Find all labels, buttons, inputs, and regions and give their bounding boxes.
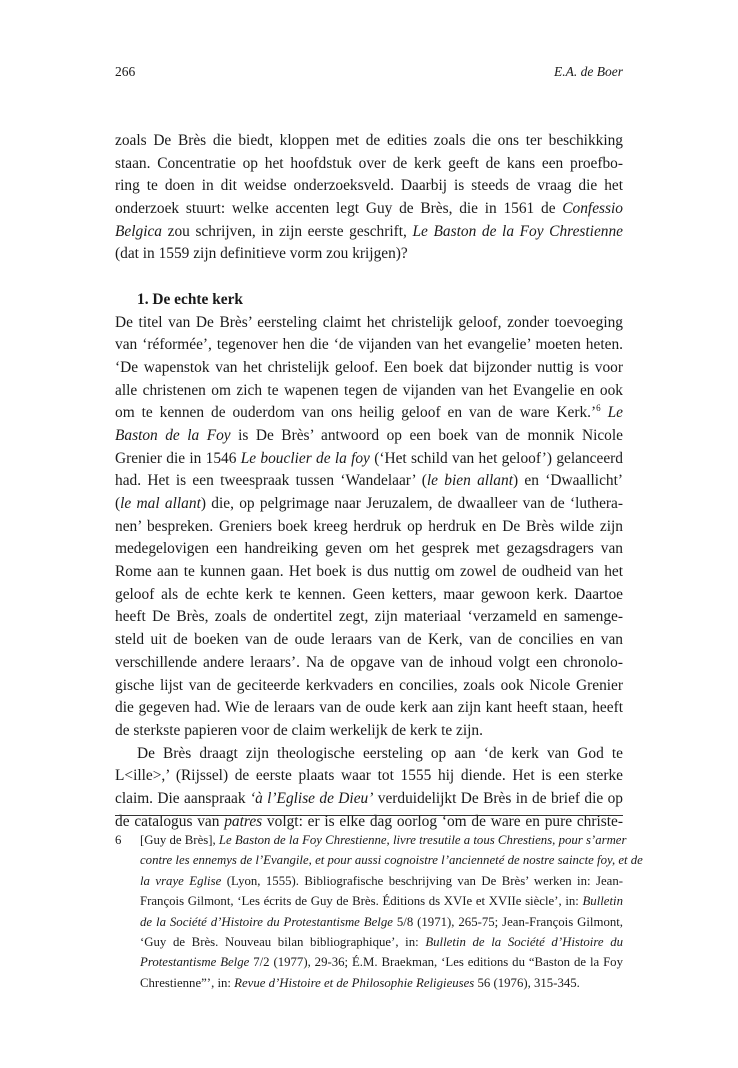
text-line: verschillende andere leraars’. Na de opgave van de inhoud volgt een chronolo- (115, 653, 623, 671)
text-line: De Brès draagt zijn theologische eersteling op aan ‘de kerk van God te (137, 744, 623, 762)
text-line: De titel van De Brès’ eersteling claimt het christelijk geloof, zonder toevoeging (115, 313, 623, 331)
text-line: ring te doen in dit weidse onderzoeksveld. Daarbij is steeds de vraag die het (115, 177, 623, 195)
text-line: ‘De wapenstok van het christelijk geloof. Een boek dat bijzonder nuttig is voor (115, 358, 623, 376)
text-line: Chrestienne”’, in: Revue d’Histoire et de Philosophie Religieuses 56 (1976), 315-345. (140, 975, 580, 990)
text-line: geloof als de echte kerk te kennen. Geen ketters, maar gewoon kerk. Daartoe (115, 585, 623, 603)
text-line: Rome aan te kunnen gaan. Het boek is dus nuttig om zowel de oudheid van het (115, 563, 623, 581)
text-line: heeft De Brès, zoals de ondertitel zegt, zijn materiaal ‘verzameld en samenge- (115, 608, 623, 626)
text-line: steld uit de boeken van de oude leraars van de Kerk, van de concilies en van (115, 631, 623, 649)
text-line: medegelovigen een handreiking geven om het gesprek met gezagsdragers van (115, 540, 623, 558)
text-line: had. Het is een tweespraak tussen ‘Wandelaar’ (le bien allant) en ‘Dwaallicht’ (115, 472, 623, 490)
text-line: Protestantisme Belge 7/2 (1977), 29-36; É.M. Braekman, ‘Les editions du “Baston de la Foy (140, 955, 623, 970)
footnote-rule (115, 815, 623, 816)
text-line: L<ille>,’ (Rijssel) de eerste plaats waar tot 1555 hij diende. Het is een sterke (115, 767, 623, 785)
text-line: Grenier die in 1546 Le bouclier de la foy (‘Het schild van het geloof’) gelanceerd (115, 449, 623, 467)
page-number: 266 (115, 64, 136, 79)
footnote (115, 830, 643, 993)
footnote-number: 6 (115, 833, 122, 847)
text-line: van ‘réformée’, tegenover hen die ‘de vijanden van het evangelie’ moeten heten. (115, 336, 623, 354)
text-line: gische lijst van de geciteerde kerkvaders en concilies, zoals ook Nicole Grenier (115, 676, 623, 694)
text-line: François Gilmont, ‘Les écrits de Guy de Brès. Éditions ds XVIe et XVIIe siècle’, in: Bulletin (140, 894, 623, 909)
running-head (115, 64, 623, 80)
text-line: zoals De Brès die biedt, kloppen met de edities zoals die ons ter beschikking (115, 132, 623, 149)
text-line: die gegeven had. Wie de leraars van de oude kerk aan zijn kant heeft staan, heeft (115, 699, 623, 717)
body-text (115, 130, 623, 833)
section-body (115, 312, 623, 834)
footnote-text (140, 830, 643, 993)
text-line: nen’ bespreken. Greniers boek kreeg herdruk op herdruk en De Brès wilde zijn (115, 517, 623, 535)
text-line: staan. Concentratie op het hoofdstuk over de kerk geeft de kans een proefbo- (115, 154, 623, 172)
text-line: Belgica zou schrijven, in zijn eerste geschrift, Le Baston de la Foy Chrestienne (115, 222, 623, 240)
text-line: de la Société d’Histoire du Protestantisme Belge 5/8 (1971), 265-75; Jean-François Gilmont, (140, 914, 623, 929)
text-line: (dat in 1559 zijn definitieve vorm zou krijgen)? (115, 245, 408, 263)
text-line: la vraye Eglise (Lyon, 1555). Bibliografische beschrijving van De Brès’ werken in: Jean- (140, 873, 623, 888)
text-line: alle christenen om zich te wapenen tegen de vijanden van het Evangelie en ook (115, 381, 623, 399)
text-line: Baston de la Foy is De Brès’ antwoord op een boek van de monnik Nicole (115, 426, 623, 444)
text-line: de catalogus van patres volgt: er is elke dag oorlog ‘om de ware en pure christe- (115, 812, 623, 830)
text-line: [Guy de Brès], Le Baston de la Foy Chrestienne, livre tresutile a tous Chrestiens, pour s’armer (140, 833, 627, 847)
text-line: contre les ennemys de l’Evangile, et pour aussi cognoistre l’ancienneté de nostre saincte foy, et de (140, 853, 643, 868)
intro-paragraph (115, 130, 623, 266)
text-line: om te kennen de ouderdom van ons heilig geloof en van de ware Kerk.’$^6$ Le (115, 403, 623, 422)
text-line: ‘Guy de Brès. Nouveau bilan bibliographique’, in: Bulletin de la Société d’Histoire du (140, 934, 623, 949)
section-heading: 1. De echte kerk (137, 290, 243, 308)
text-line: claim. Die aanspraak ‘à l’Eglise de Dieu’ verduidelijkt De Brès in de brief die op (115, 789, 623, 807)
text-line: (le mal allant) die, op pelgrimage naar Jeruzalem, de dwaalleer van de ‘luthera- (115, 495, 623, 512)
text-line: onderzoek stuurt: welke accenten legt Guy de Brès, die in 1561 de Confessio (115, 200, 623, 218)
text-line: de sterkste papieren voor de claim werkelijk de kerk te zijn. (115, 721, 483, 739)
running-head-author: E.A. de Boer (554, 64, 623, 79)
